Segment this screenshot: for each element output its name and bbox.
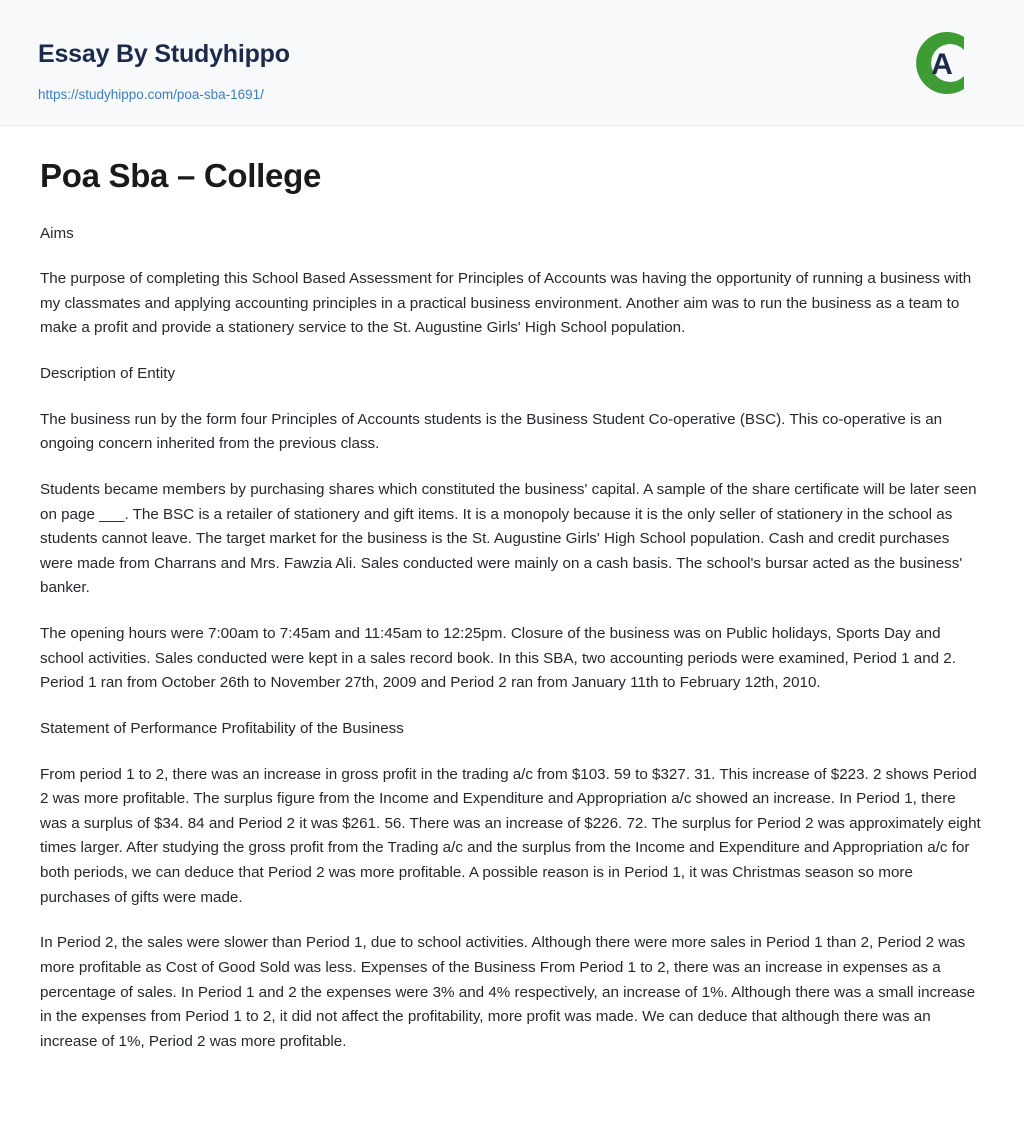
article-container	[0, 126, 1024, 1078]
paragraph-description-heading: Description of Entity	[40, 365, 176, 383]
svg-text:A: A	[931, 48, 953, 81]
site-brand	[38, 40, 290, 69]
studyhippo-logo-icon	[906, 24, 984, 102]
paragraph-profit-text: From period 1 to 2, there was an increase in gross profit in the trading a/c from $103. 59 to $327. 31. This increase of $223. 2 shows Period 2 was more profitable. The surplus figure from the Income and Expenditure and Appropriation a/c showed an increase. In Period 1, there was a surplus of $34. 84 and Period 2 it was $261. 56. There was an increase of $226. 72. The surplus for Period 2 was approximately eight times larger. After studying the gross profit from the Trading a/c and the surplus from the Income and Expenditure and Appropriation a/c for both periods, we can deduce that Period 2 was more profitable. A possible reason is in Period 1, it was Christmas season so more purchases of gifts were made.	[40, 765, 981, 906]
paragraph-aims-text: The purpose of completing this School Based Assessment for Principles of Accounts was having the opportunity of running a business with my classmates and applying accounting principles in a practical business environment. Another aim was to run the business as a team to make a profit and provide a stationery service to the St. Augustine Girls' High School population.	[40, 270, 972, 337]
site-url-link[interactable]: https://studyhippo.com/poa-sba-1691/	[38, 87, 264, 102]
site-header	[0, 0, 1024, 126]
paragraph-aims-heading: Aims	[40, 224, 74, 242]
paragraph-hours-text: The opening hours were 7:00am to 7:45am and 11:45am to 12:25pm. Closure of the business was on Public holidays, Sports Day and school activities. Sales conducted were kept in a sales record book. In this SBA, two accounting periods were examined, Period 1 and 2. Period 1 ran from October 26th to November 27th, 2009 and Period 2 ran from January 11th to February 12th, 2010.	[40, 625, 956, 692]
site-brand-text: Essay By Studyhippo	[38, 40, 290, 68]
article-body	[40, 222, 984, 1055]
paragraph-performance-heading: Statement of Performance Profitability of the Business	[40, 719, 404, 737]
paragraph-description-text: The business run by the form four Principles of Accounts students is the Business Student Co-operative (BSC). This co-operative is an ongoing concern inherited from the previous class.	[40, 410, 943, 453]
page-title: Poa Sba – College	[40, 157, 321, 194]
paragraph-expenses-text: In Period 2, the sales were slower than Period 1, due to school activities. Although there were more sales in Period 1 than 2, Period 2 was more profitable as Cost of Good Sold was less. Expenses of the Business From Period 1 to 2, there was an increase in expenses as a percentage of sales. In Period 1 and 2 the expenses were 3% and 4% respectively, an increase of 1%. Although there was a small increase in the expenses from Period 1 to 2, it did not affect the profitability, more profit was made. We can deduce that although there was an increase of 1%, Period 2 was more profitable.	[40, 934, 976, 1050]
paragraph-members-text: Students became members by purchasing shares which constituted the business' capital. A sample of the share certificate will be later seen on page ___. The BSC is a retailer of stationery and gift items. It is a monopoly because it is the only seller of stationery in the school as students cannot leave. The target market for the business is the St. Augustine Girls' High School population. Cash and credit purchases were made from Charrans and Mrs. Fawzia Ali. Sales conducted were mainly on a cash basis. The school's bursar acted as the business' banker.	[40, 480, 977, 597]
